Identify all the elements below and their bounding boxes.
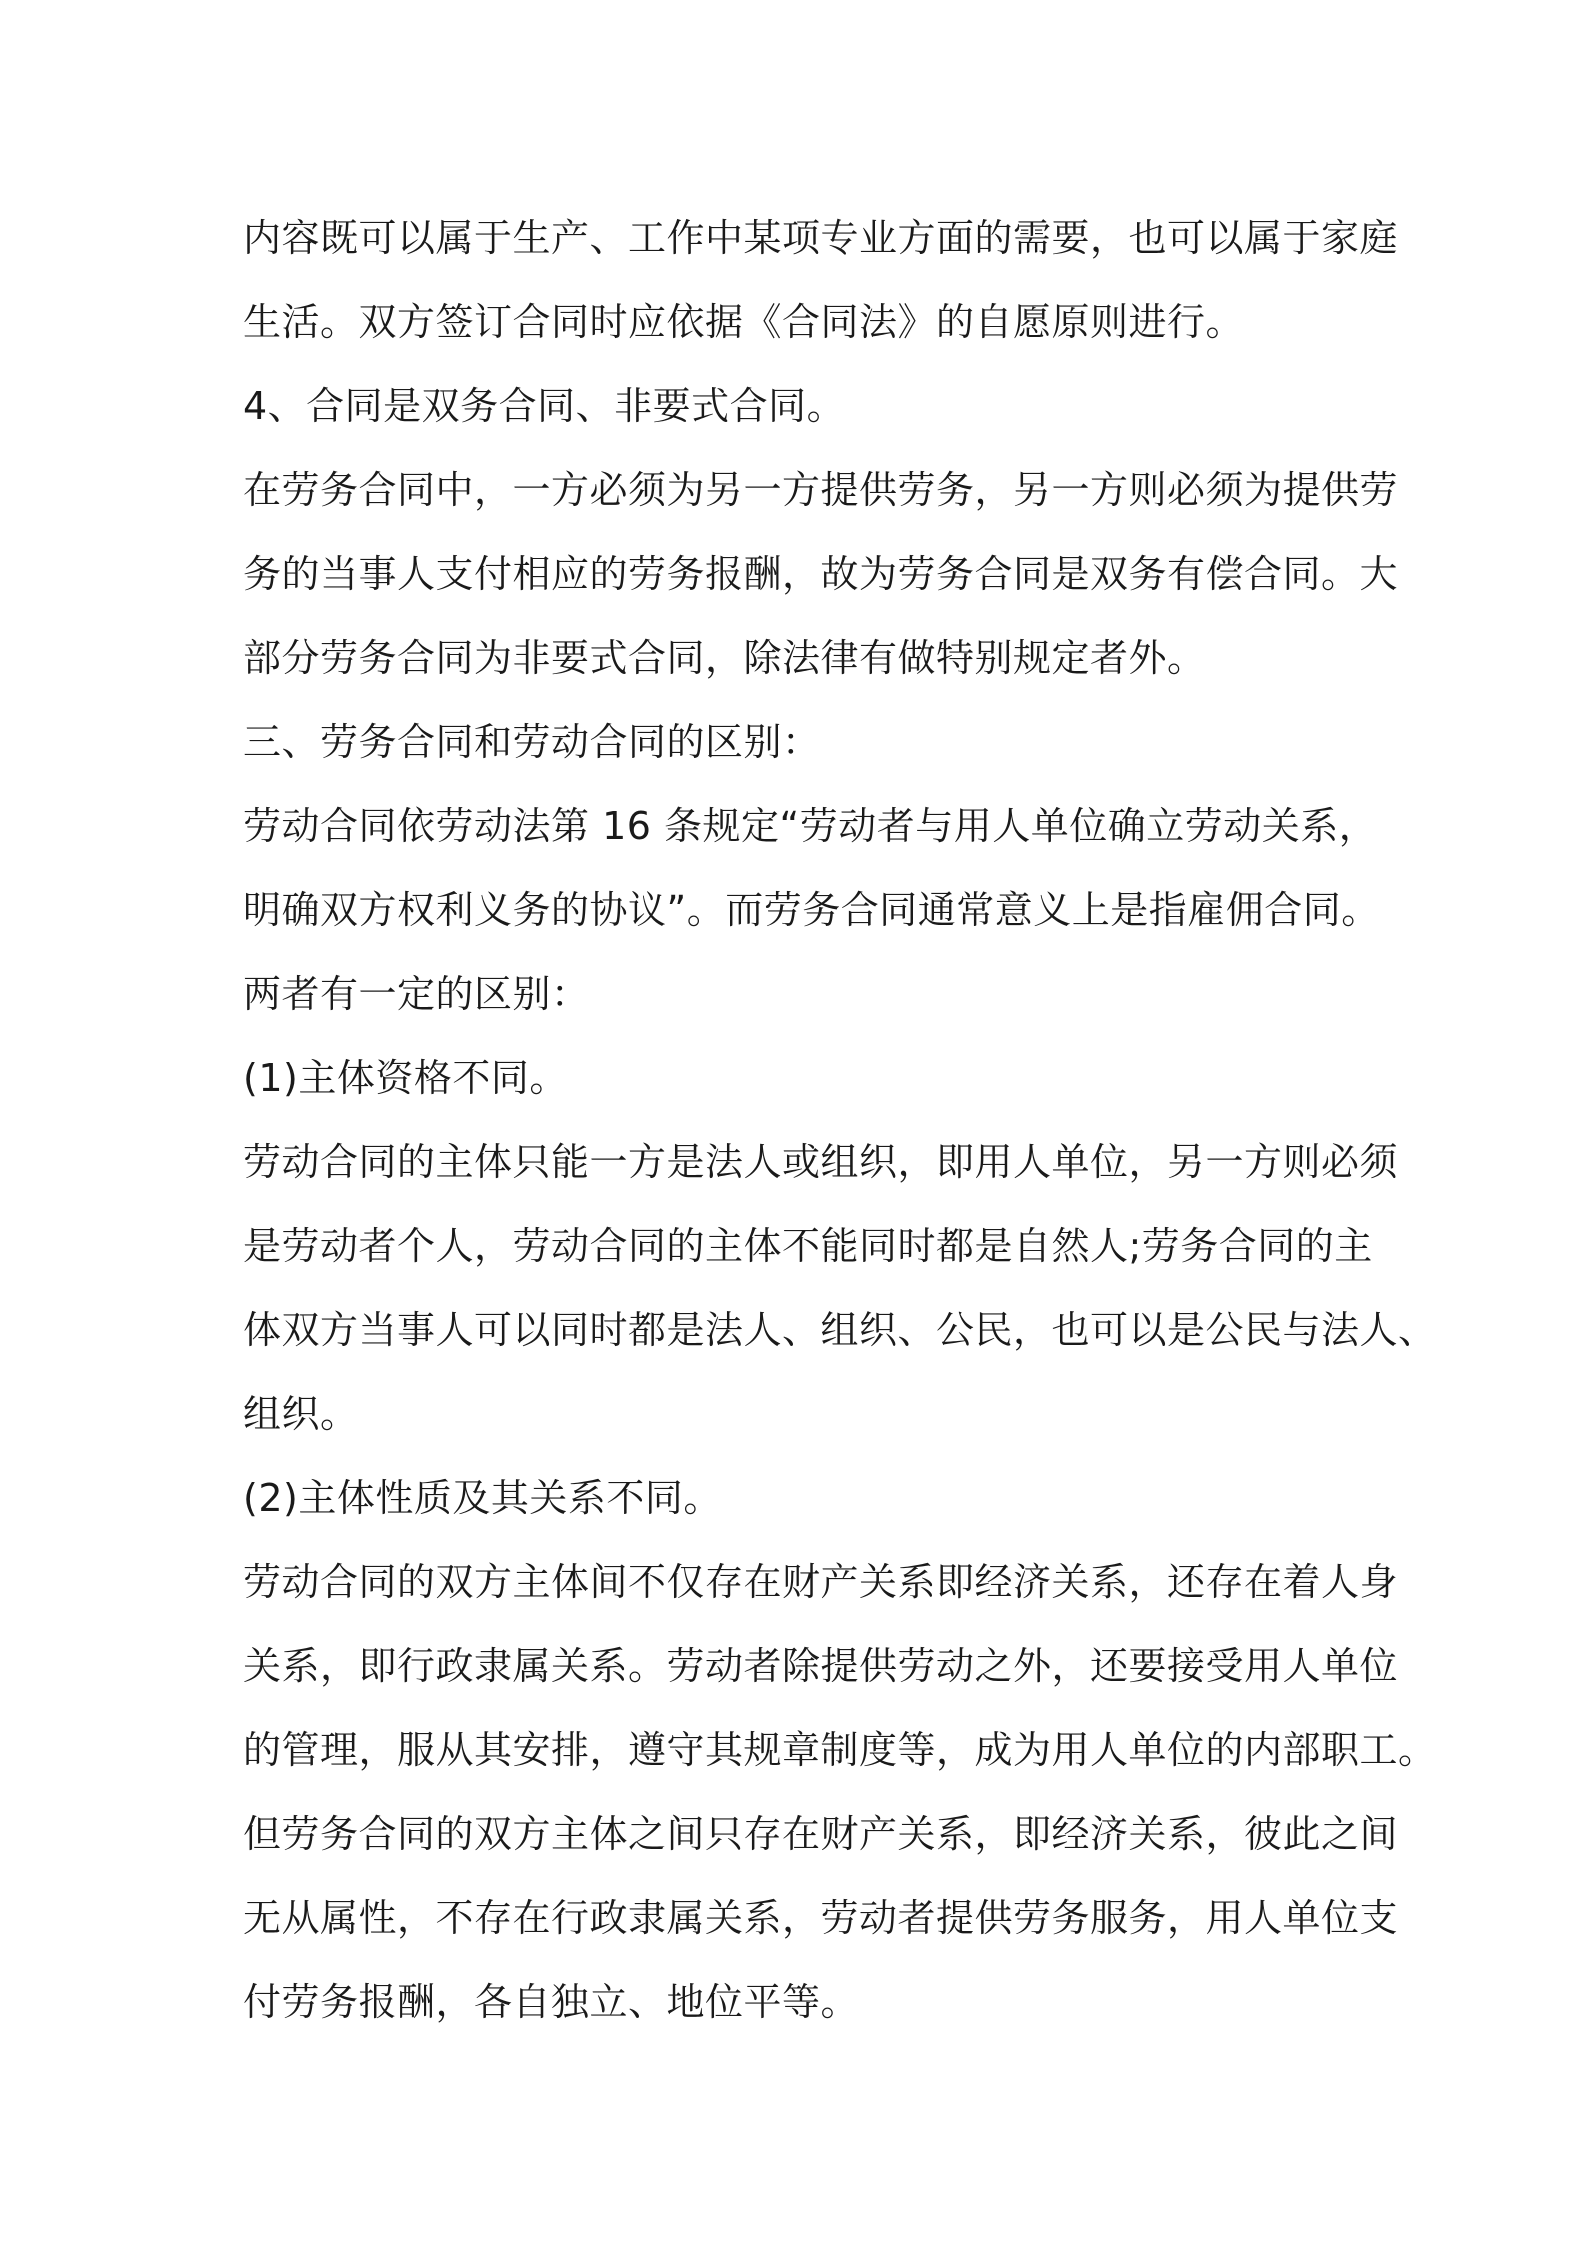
text-line: 劳动合同的主体只能一方是法人或组织，即用人单位，另一方则必须 xyxy=(243,1140,1399,1184)
text-line: 无从属性，不存在行政隶属关系，劳动者提供劳务服务，用人单位支 xyxy=(243,1896,1399,1940)
text-line: 体双方当事人可以同时都是法人、组织、公民，也可以是公民与法人、 xyxy=(243,1308,1437,1352)
text-line: 付劳务报酬，各自独立、地位平等。 xyxy=(243,1980,860,2024)
text-line: 明确双方权利义务的协议”。而劳务合同通常意义上是指雇佣合同。 xyxy=(243,888,1380,932)
text-line: 关系，即行政隶属关系。劳动者除提供劳动之外，还要接受用人单位 xyxy=(243,1644,1399,1688)
text-line: 但劳务合同的双方主体之间只存在财产关系，即经济关系，彼此之间 xyxy=(243,1812,1399,1856)
text-line: 在劳务合同中，一方必须为另一方提供劳务，另一方则必须为提供劳 xyxy=(243,468,1399,512)
subsection-heading: (1)主体资格不同。 xyxy=(243,1056,568,1100)
text-line: 两者有一定的区别： xyxy=(243,972,590,1016)
section-heading: 4、合同是双务合同、非要式合同。 xyxy=(243,384,846,428)
text-line: 是劳动者个人，劳动合同的主体不能同时都是自然人;劳务合同的主 xyxy=(243,1224,1373,1268)
text-line: 务的当事人支付相应的劳务报酬，故为劳务合同是双务有偿合同。大 xyxy=(243,552,1399,596)
text-line: 的管理，服从其安排，遵守其规章制度等，成为用人单位的内部职工。 xyxy=(243,1728,1437,1772)
subsection-heading: (2)主体性质及其关系不同。 xyxy=(243,1476,722,1520)
text-line: 生活。双方签订合同时应依据《合同法》的自愿原则进行。 xyxy=(243,300,1245,344)
document-page xyxy=(243,196,1437,2044)
text-line: 劳动合同的双方主体间不仅存在财产关系即经济关系，还存在着人身 xyxy=(243,1560,1399,1604)
text-line: 劳动合同依劳动法第 16 条规定“劳动者与用人单位确立劳动关系， xyxy=(243,804,1378,848)
section-heading: 三、劳务合同和劳动合同的区别： xyxy=(243,720,821,764)
text-line: 内容既可以属于生产、工作中某项专业方面的需要，也可以属于家庭 xyxy=(243,216,1399,260)
text-line: 部分劳务合同为非要式合同，除法律有做特别规定者外。 xyxy=(243,636,1206,680)
text-line: 组织。 xyxy=(243,1392,359,1436)
